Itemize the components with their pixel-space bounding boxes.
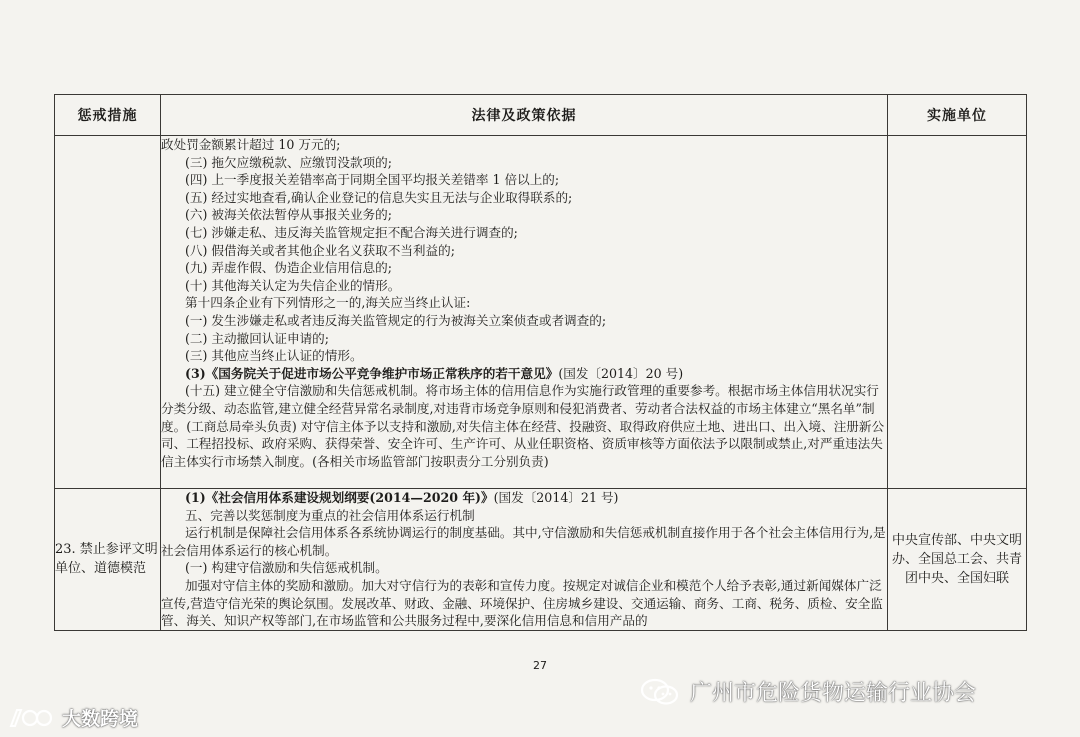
basis-line: (三) 拖欠应缴税款、应缴罚没款项的; (185, 154, 392, 170)
policy-title (161, 489, 887, 507)
unit-cell: 中央宣传部、中央文明办、全国总工会、共青团中央、全国妇联 (888, 489, 1027, 631)
basis-line: (四) 上一季度报关差错率高于同期全国平均报关差错率 1 倍以上的; (185, 172, 560, 188)
basis-paragraph: (十五) 建立健全守信激励和失信惩戒机制。将市场主体的信用信息作为实施行政管理的重要参考。根据市场主体信用状况实行分类分级、动态监管,建立健全经营异常名录制度,对违背市场竞争原则和侵犯消费者、劳动者合法权益的市场主体建立“黑名单”制度。(工商总局牵头负责) 对守信主体予以支持和激励,对失信主体在经营、投融资、取得政府供应土地、进出口、出入境、注册新公司、工程招投标、政府采购、获得荣誉、安全许可、生产许可、从业任职资格、资质审核等方面依法予以限制或禁止,对严重违法失信主体实行市场禁入制度。(各相关市场监管部门按职责分工分别负责) (161, 383, 885, 469)
header-unit: 实施单位 (888, 95, 1027, 136)
page-number: 27 (533, 659, 547, 672)
basis-line: (六) 被海关依法暂停从事报关业务的; (185, 207, 392, 223)
table-header-row (55, 95, 1027, 136)
regulation-table (54, 94, 1027, 631)
basis-line: (一) 发生涉嫌走私或者违反海关监管规定的行为被海关立案侦查或者调查的; (185, 312, 607, 328)
table-row (55, 489, 1027, 631)
basis-line: 五、完善以奖惩制度为重点的社会信用体系运行机制 (185, 507, 475, 523)
policy-doc-number: (国发〔2014〕20 号) (558, 365, 684, 381)
bigdata-name: 大数跨境 (62, 708, 139, 730)
header-measure: 惩戒措施 (55, 95, 161, 136)
wechat-icon (640, 677, 680, 707)
basis-line: (二) 主动撤回认证申请的; (185, 330, 330, 346)
policy-title-bold: (3)《国务院关于促进市场公平竞争维护市场正常秩序的若干意见》 (185, 365, 559, 381)
basis-line: (三) 其他应当终止认证的情形。 (185, 348, 363, 364)
basis-line: (七) 涉嫌走私、违反海关监管规定拒不配合海关进行调查的; (185, 224, 518, 240)
header-basis: 法律及政策依据 (161, 95, 888, 136)
basis-line: 第十四条企业有下列情形之一的,海关应当终止认证: (185, 295, 471, 311)
association-watermark (640, 676, 976, 707)
basis-paragraph: 运行机制是保障社会信用体系各系统协调运行的制度基础。其中,守信激励和失信惩戒机制直接作用于各个社会主体信用行为,是社会信用体系运行的核心机制。 (161, 525, 886, 558)
policy-title-bold: (1)《社会信用体系建设规划纲要(2014—2020 年)》 (185, 490, 494, 505)
basis-paragraph: 加强对守信主体的奖励和激励。加大对守信行为的表彰和宣传力度。按规定对诚信企业和模范个人给予表彰,通过新闻媒体广泛宣传,营造守信光荣的舆论氛围。发展改革、财政、金融、环境保护、住房城乡建设、交通运输、商务、工商、税务、质检、安全监管、海关、知识产权等部门,在市场监管和公共服务过程中,要深化信用信息和信用产品的 (161, 577, 883, 629)
basis-line: 政处罚金额累计超过 10 万元的; (161, 137, 341, 152)
bigdata-watermark (8, 704, 138, 731)
association-name: 广州市危险货物运输行业协会 (690, 681, 977, 706)
basis-line: (九) 弄虚作假、伪造企业信用信息的; (185, 260, 392, 276)
basis-cell (161, 489, 888, 631)
unit-cell-empty (888, 136, 1027, 489)
table-row (55, 136, 1027, 489)
measure-cell: 23. 禁止参评文明单位、道德模范 (55, 489, 161, 631)
policy-title (161, 365, 887, 383)
basis-line: (十) 其他海关认定为失信企业的情形。 (185, 277, 401, 293)
basis-cell (161, 136, 888, 489)
bigdata-logo-icon (8, 706, 58, 730)
policy-doc-number: (国发〔2014〕21 号) (493, 490, 619, 505)
measure-cell-empty (55, 136, 161, 489)
basis-line: (一) 构建守信激励和失信惩戒机制。 (185, 560, 388, 576)
basis-line: (五) 经过实地查看,确认企业登记的信息失实且无法与企业取得联系的; (185, 189, 573, 205)
basis-line: (八) 假借海关或者其他企业名义获取不当利益的; (185, 242, 455, 258)
